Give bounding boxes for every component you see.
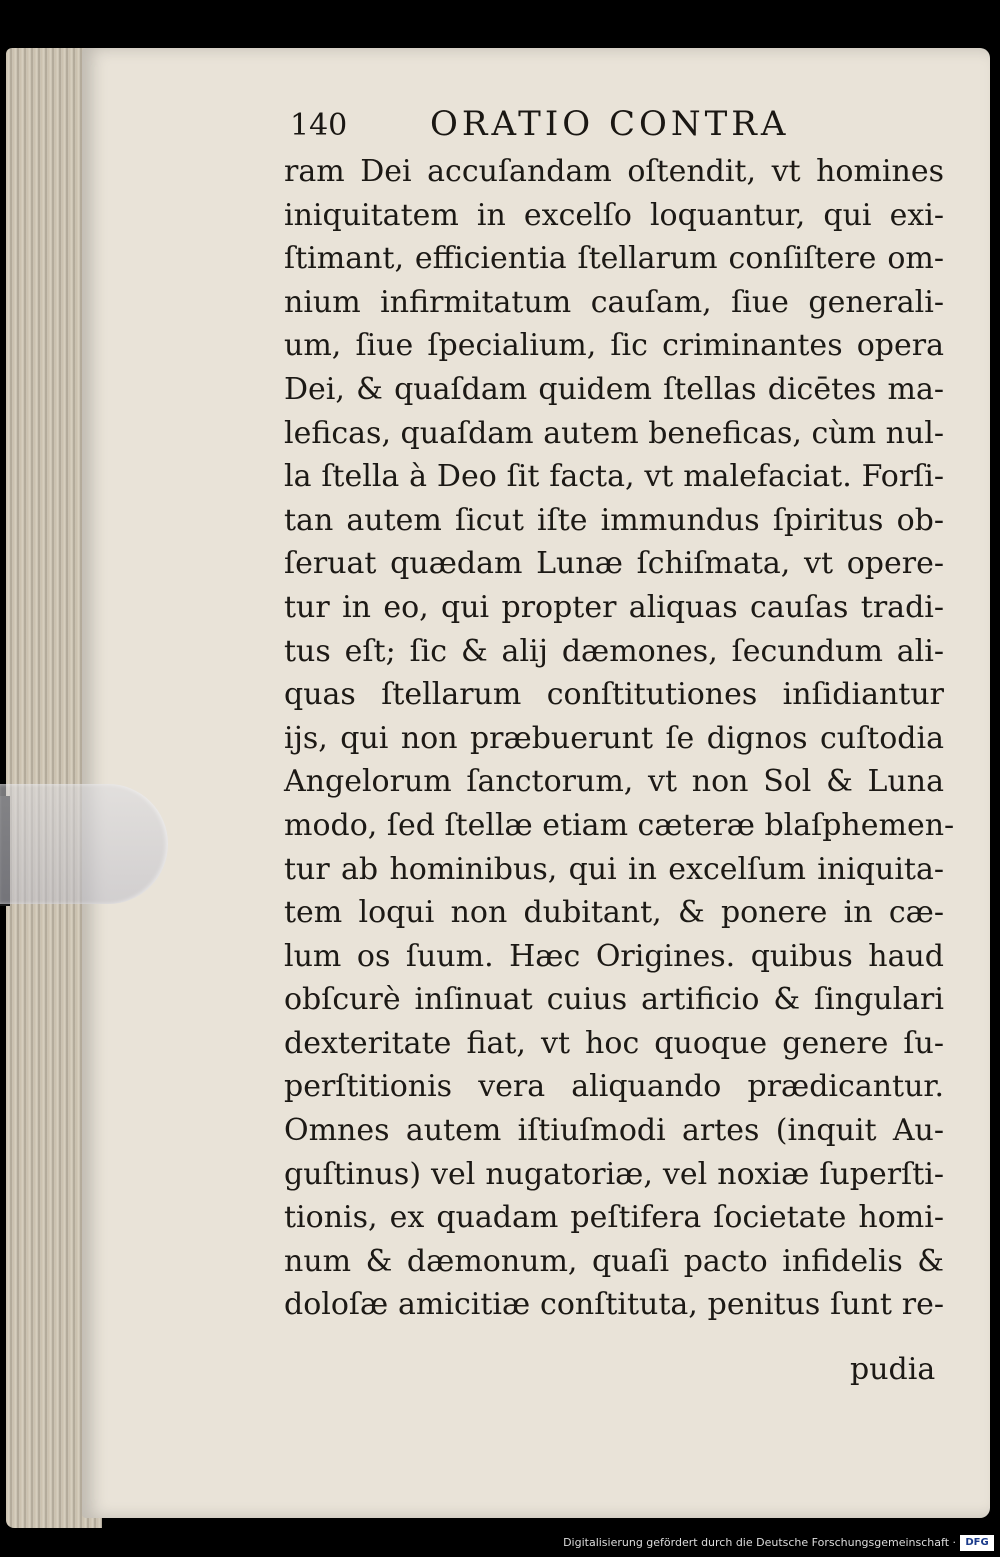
text-line: ram Dei accuſandam oſtendit, vt homines: [284, 154, 944, 189]
running-head: ORATIO CONTRA: [430, 104, 790, 144]
dfg-logo: DFG: [960, 1535, 994, 1551]
body-text: [284, 150, 955, 1327]
funding-credit: Digitalisierung gefördert durch die Deutsche Forschungsgemeinschaft ·: [563, 1536, 956, 1549]
text-line: tem loqui non dubitant, & ponere in cæ-: [284, 895, 944, 931]
text-line: ſtimant, efficientia ſtellarum conſiſtere om-: [284, 241, 944, 277]
page-number: 140: [290, 108, 348, 143]
text-line: lum os ſuum. Hæc Origines. quibus haud: [284, 938, 944, 974]
page-holder-clip: [0, 784, 168, 904]
text-line: tan autem ſicut iſte immundus ſpiritus ob-: [284, 502, 944, 538]
text-line: la ſtella à Deo ſit facta, vt malefaciat. Forſi-: [284, 459, 944, 495]
text-line: tur ab hominibus, qui in excelſum iniquita-: [284, 851, 944, 887]
text-line: quas ſtellarum conſtitutiones inſidiantur: [284, 677, 944, 713]
text-line: nium infirmitatum cauſam, ſiue generali-: [284, 284, 944, 320]
text-line: Dei, & quaſdam quidem ſtellas dicētes ma-: [284, 371, 944, 407]
text-line: perſtitionis vera aliquando prædicantur.: [284, 1069, 944, 1105]
text-line: tionis, ex quadam peſtifera ſocietate homi-: [284, 1200, 944, 1236]
text-line: guſtinus) vel nugatoriæ, vel noxiæ ſuperſti-: [284, 1156, 944, 1192]
text-line: Angelorum ſanctorum, vt non Sol & Luna: [284, 764, 944, 800]
text-line: obſcurè inſinuat cuius artificio & ſingulari: [284, 982, 944, 1018]
text-line: tus eſt; ſic & alij dæmones, ſecundum ali-: [284, 633, 944, 669]
text-line: modo, ſed ſtellæ etiam cæteræ blaſphemen-: [284, 807, 955, 843]
text-line: ſeruat quædam Lunæ ſchiſmata, vt opere-: [284, 546, 944, 582]
text-line: ijs, qui non præbuerunt ſe dignos cuſtodia: [284, 720, 944, 756]
text-line: dexteritate fiat, vt hoc quoque genere ſu-: [284, 1025, 944, 1061]
text-line: num & dæmonum, quaſi pacto infidelis &: [284, 1243, 944, 1279]
text-line: iniquitatem in excelſo loquantur, qui exi-: [284, 197, 944, 233]
page-header: [290, 104, 950, 144]
text-line: Omnes autem iſtiuſmodi artes (inquit Au-: [284, 1113, 944, 1149]
text-line: leficas, quaſdam autem beneficas, cùm nul-: [284, 415, 944, 451]
catchword: pudia: [850, 1352, 936, 1387]
text-line: um, ſiue ſpecialium, ſic criminantes opera: [284, 328, 944, 364]
text-line: tur in eo, qui propter aliquas cauſas tradi-: [284, 589, 944, 625]
text-line: doloſæ amicitiæ conſtituta, penitus ſunt re-: [284, 1287, 944, 1323]
